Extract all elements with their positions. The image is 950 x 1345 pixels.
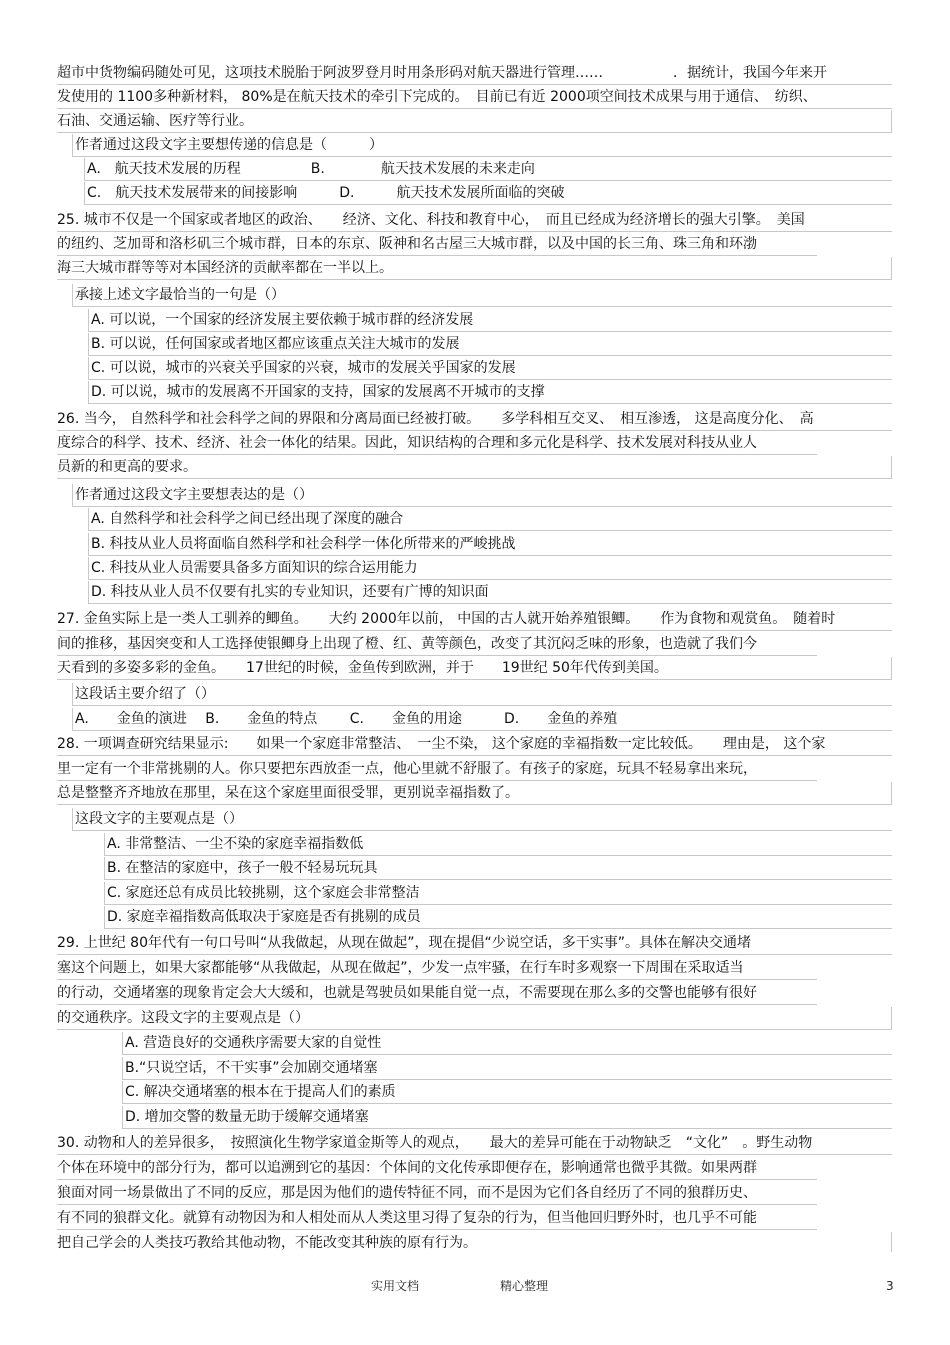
q30-text-line-3: 狼面对同一场景做出了不同的反应，那是因为他们的遗传特征不同，而不是因为它们各自经历了不同的狼群历史、 [57,1182,817,1205]
q30-text-line-2: 个体在环境中的部分行为，都可以追溯到它的基因：个体间的文化传承即便存在，影响通常也微乎其微。如果两群 [57,1157,817,1180]
q29-option-c[interactable]: C. 解决交通堵塞的根本在于提高人们的素质 [122,1081,892,1104]
q29-text-line-4: 的交通秩序。这段文字的主要观点是（） [57,1007,892,1030]
q28-option-b[interactable]: B. 在整洁的家庭中，孩子一般不轻易玩玩具 [104,857,892,880]
q28-text-line-1: 28. 一项调查研究结果显示: 如果一个家庭非常整洁、 一尘不染， 这个家庭的幸福指数一定比较低。 理由是， 这个家 [57,733,892,756]
q24-text-line-2: 发使用的 1100多种新材料， 80%是在航天技术的牵引下完成的。 目前已有近 2000项空间技术成果与用于通信、 纺织、 [57,86,892,109]
q25-option-c[interactable]: C. 可以说，城市的兴衰关乎国家的兴衰，城市的发展关乎国家的发展 [88,357,892,380]
q25-text-line-2: 的纽约、芝加哥和洛杉矶三个城市群，日本的东京、阪神和名古屋三大城市群，以及中国的长三角、珠三角和环渤 [57,233,817,256]
q29-text-line-3: 的行动，交通堵塞的现象肯定会大大缓和，也就是驾驶员如果能自觉一点，不需要现在那么多的交警也能够有很好 [57,982,817,1005]
q28-question: 这段文字的主要观点是（） [72,808,892,831]
q24-text-line-3: 石油、交通运输、医疗等行业。 [57,110,892,133]
q26-option-d[interactable]: D. 科技从业人员不仅要有扎实的专业知识，还要有广博的知识面 [88,581,892,604]
q27-text-line-1: 27. 金鱼实际上是一类人工驯养的鲫鱼。 大约 2000年以前， 中国的古人就开始养殖银鲫。 作为食物和观赏鱼。 随着时 [57,608,892,631]
q26-question: 作者通过这段文字主要想表达的是（） [72,484,892,507]
q24-text-line-1: 超市中货物编码随处可见，这项技术脱胎于阿波罗登月时用条形码对航天器进行管理…… ．据统计，我国今年来开 [57,62,892,85]
q26-text-line-2: 度综合的科学、技术、经济、社会一体化的结果。因此，知识结构的合理和多元化是科学、技术发展对科技从业人 [57,432,817,455]
q29-option-b[interactable]: B.“只说空话，不干实事”会加剧交通堵塞 [122,1057,892,1080]
q28-option-d[interactable]: D. 家庭幸福指数高低取决于家庭是否有挑剔的成员 [104,906,892,929]
q28-option-c[interactable]: C. 家庭还总有成员比较挑剔，这个家庭会非常整洁 [104,882,892,905]
q25-text-line-1: 25. 城市不仅是一个国家或者地区的政治、 经济、文化、科技和教育中心， 而且已经成为经济增长的强大引擎。 美国 [57,209,892,232]
q26-option-a[interactable]: A. 自然科学和社会科学之间已经出现了深度的融合 [88,508,892,531]
q24-options-row-1[interactable]: A. 航天技术发展的历程 B. 航天技术发展的未来走向 [84,158,892,181]
q28-option-a[interactable]: A. 非常整洁、一尘不染的家庭幸福指数低 [104,833,892,856]
q28-text-line-2: 里一定有一个非常挑剔的人。你只要把东西放歪一点，他心里就不舒服了。有孩子的家庭，玩具不轻易拿出来玩， [57,758,817,781]
q30-text-line-4: 有不同的狼群文化。就算有动物因为和人相处而从人类这里习得了复杂的行为，但当他回归野外时，也几乎不可能 [57,1207,817,1230]
q27-text-line-3: 天看到的多姿多彩的金鱼。 17世纪的时候，金鱼传到欧洲，并于 19世纪 50年代传到美国。 [57,657,892,680]
q26-option-c[interactable]: C. 科技从业人员需要具备多方面知识的综合运用能力 [88,557,892,580]
q29-option-a[interactable]: A. 营造良好的交通秩序需要大家的自觉性 [122,1032,892,1055]
q26-option-b[interactable]: B. 科技从业人员将面临自然科学和社会科学一体化所带来的严峻挑战 [88,533,892,556]
q29-option-d[interactable]: D. 增加交警的数量无助于缓解交通堵塞 [122,1106,892,1129]
q30-text-line-5: 把自己学会的人类技巧教给其他动物，不能改变其种族的原有行为。 [57,1235,477,1251]
q29-text-line-2: 塞这个问题上，如果大家都能够“从我做起，从现在做起”，少发一点牢骚，在行车时多观察一下周围在采取适当 [57,957,817,980]
right-border-segment [891,1232,892,1252]
q30-text-line-1: 30. 动物和人的差异很多， 按照演化生物学家道金斯等人的观点， 最大的差异可能在于动物缺乏 “文化” 。野生动物 [57,1132,892,1155]
page-number: 3 [886,1279,894,1293]
footer-center-text: 精心整理 [500,1279,549,1293]
q26-text-line-1: 26. 当今， 自然科学和社会科学之间的界限和分离局面已经被打破。 多学科相互交叉、 相互渗透， 这是高度分化、 高 [57,408,892,431]
q24-question: 作者通过这段文字主要想传递的信息是（ ） [72,134,892,157]
q24-options-row-2[interactable]: C. 航天技术发展带来的间接影响 D. 航天技术发展所面临的突破 [84,182,892,205]
q25-option-d[interactable]: D. 可以说，城市的发展离不开国家的支持，国家的发展离不开城市的支撑 [88,381,892,404]
q29-text-line-1: 29. 上世纪 80年代有一句口号叫“从我做起，从现在做起”，现在提倡“少说空话，多干实事”。具体在解决交通堵 [57,932,892,955]
q27-options-row[interactable]: A. 金鱼的演进 B. 金鱼的特点 C. 金鱼的用途 D. 金鱼的养殖 [72,708,892,731]
q25-option-a[interactable]: A. 可以说，一个国家的经济发展主要依赖于城市群的经济发展 [88,309,892,332]
q25-question: 承接上述文字最恰当的一句是（） [72,284,892,307]
q28-text-line-3: 总是整整齐齐地放在那里，呆在这个家庭里面很受罪，更别说幸福指数了。 [57,782,892,805]
q25-option-b[interactable]: B. 可以说，任何国家或者地区都应该重点关注大城市的发展 [88,333,892,356]
q27-question: 这段话主要介绍了（） [72,683,892,706]
q25-text-line-3: 海三大城市群等等对本国经济的贡献率都在一半以上。 [57,257,892,280]
footer-left-text: 实用文档 [371,1279,420,1293]
q27-text-line-2: 间的推移，基因突变和人工选择使银鲫身上出现了橙、红、黄等颜色，改变了其沉闷乏味的形象，也造就了我们今 [57,633,817,656]
q26-text-line-3: 员新的和更高的要求。 [57,456,892,479]
